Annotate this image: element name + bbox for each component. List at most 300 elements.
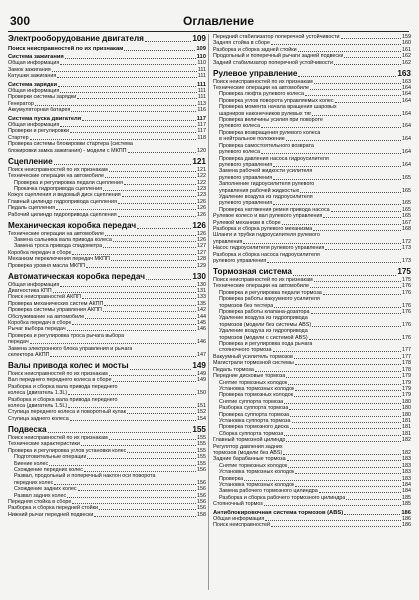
toc-leader-dots bbox=[82, 298, 196, 299]
column-divider bbox=[208, 34, 209, 590]
toc-entry-title: Разборка и сборка рабочего тормозного цилиндра bbox=[219, 494, 346, 501]
toc-leader-dots bbox=[284, 435, 401, 436]
toc-entry-title: Удаление воздуха из гидропривода bbox=[219, 315, 308, 322]
toc-entry-page: 179 bbox=[402, 379, 411, 386]
toc-leader-dots bbox=[344, 57, 401, 58]
toc-leader-dots bbox=[72, 324, 196, 325]
toc-entry bbox=[8, 73, 206, 79]
toc-entry-title: Главный тормозной цилиндр bbox=[213, 437, 286, 444]
toc-leader-dots bbox=[341, 38, 402, 39]
toc-entry-page: 182 bbox=[402, 449, 411, 456]
toc-entry bbox=[213, 60, 411, 66]
toc-entry-title: Общая информация bbox=[8, 88, 60, 95]
toc-entry-title: Кожух сцепления и ведомый диск сцепления bbox=[8, 192, 121, 199]
toc-leader-dots bbox=[35, 105, 197, 106]
toc-entry-title: тормозов (модели без системы ABS) bbox=[219, 321, 312, 328]
toc-entry bbox=[8, 416, 206, 422]
toc-entry-title: Схождение задних колес bbox=[14, 486, 77, 493]
toc-entry-page: 186 bbox=[402, 516, 411, 523]
toc-entry-page: 184 bbox=[402, 482, 411, 488]
toc-leader-dots bbox=[99, 509, 196, 510]
toc-entry-title: Замена рабочего тормозного цилиндра bbox=[219, 488, 318, 495]
toc-entry-page: 181 bbox=[402, 417, 411, 424]
toc-entry-title: Проверка самостоятельного возврата bbox=[219, 142, 314, 149]
toc-entry-title: Разборка и сборка насоса гидроусилителя bbox=[213, 251, 320, 258]
toc-entry-page: 162 bbox=[402, 53, 411, 60]
toc-entry-title: Магистрали тормозной системы bbox=[213, 360, 294, 367]
toc-entry-page: 179 bbox=[402, 392, 411, 399]
toc-leader-dots bbox=[146, 279, 191, 280]
toc-entry-page: 156 bbox=[197, 505, 206, 512]
toc-leader-dots bbox=[292, 422, 401, 423]
toc-entry-page: 162 bbox=[402, 59, 411, 66]
toc-entry-title: Рулевое колесо и вал рулевого управления bbox=[213, 213, 323, 220]
toc-entry-title: Тормозная система bbox=[213, 267, 292, 277]
toc-entry-page: 146 bbox=[197, 326, 206, 333]
toc-entry-title: Проверка системы блокировки стартера (система bbox=[8, 141, 133, 148]
toc-leader-dots bbox=[312, 115, 401, 116]
toc-leader-dots bbox=[54, 164, 192, 165]
toc-leader-dots bbox=[314, 83, 401, 84]
toc-section-heading bbox=[8, 361, 206, 371]
toc-leader-dots bbox=[67, 497, 196, 498]
toc-leader-dots bbox=[30, 343, 196, 344]
toc-leader-dots bbox=[261, 127, 401, 128]
toc-leader-dots bbox=[286, 140, 401, 141]
toc-entry-page: 156 bbox=[197, 492, 206, 499]
toc-leader-dots bbox=[264, 505, 401, 506]
toc-entry-page: 185 bbox=[402, 494, 411, 501]
toc-entry bbox=[8, 352, 206, 358]
toc-entry-page: 180 bbox=[402, 398, 411, 405]
toc-entry-title: Проверки системы зарядки bbox=[8, 94, 77, 101]
toc-entry-title: Установка тормозных колодок bbox=[219, 482, 295, 488]
toc-leader-dots bbox=[60, 92, 197, 93]
toc-entry-page: 154 bbox=[197, 415, 206, 422]
toc-leader-dots bbox=[57, 77, 197, 78]
toc-entry-title: Антиблокировочная система тормозов (ABS) bbox=[213, 509, 344, 516]
toc-leader-dots bbox=[244, 480, 401, 481]
toc-entry-title: Шланги и трубки гидроусилителя рулевого bbox=[213, 232, 320, 239]
toc-entry-title: Ступица переднего колеса и поворотный кулак bbox=[8, 409, 126, 416]
toc-leader-dots bbox=[286, 377, 401, 378]
toc-leader-dots bbox=[54, 484, 196, 485]
toc-entry bbox=[8, 148, 206, 154]
toc-entry-page: 111 bbox=[197, 73, 206, 80]
toc-entry-page: 131 bbox=[197, 287, 206, 294]
toc-entry-title: Коробка передач в сборе bbox=[8, 249, 72, 256]
toc-leader-dots bbox=[68, 407, 196, 408]
toc-entry-title: Проверка тормозного диска bbox=[219, 424, 289, 431]
toc-entry-page: 179 bbox=[402, 385, 411, 392]
toc-entry-page: 165 bbox=[402, 187, 411, 194]
toc-leader-dots bbox=[312, 326, 401, 327]
page-title: Оглавление bbox=[183, 14, 254, 28]
toc-entry-page: 127 bbox=[197, 243, 206, 250]
toc-entry-title: Поиск неисправностей по их признакам bbox=[213, 78, 313, 85]
toc-entry-title: рулевого управления bbox=[219, 200, 273, 207]
toc-entry-page: 121 bbox=[197, 166, 206, 173]
toc-entry-title: рулевого колеса bbox=[219, 149, 260, 156]
toc-entry-title: Катушки зажигания bbox=[8, 73, 57, 80]
toc-leader-dots bbox=[295, 486, 401, 487]
toc-entry-title: Проверка суппорта тормоза bbox=[219, 411, 290, 418]
toc-section-heading bbox=[8, 425, 206, 435]
toc-entry-title: Проверка возвращения рулевого колеса bbox=[219, 129, 321, 136]
toc-entry-title: Автоматическая коробка передач bbox=[8, 271, 145, 281]
toc-section-heading bbox=[8, 221, 206, 231]
toc-leader-dots bbox=[84, 471, 196, 472]
toc-entry-page: 151 bbox=[197, 403, 206, 410]
toc-entry-page: 149 bbox=[197, 377, 206, 384]
toc-entry-page: 142 bbox=[197, 307, 206, 314]
toc-leader-dots bbox=[271, 526, 401, 527]
toc-leader-dots bbox=[71, 111, 196, 112]
toc-entry-title: Снятие тормозных колодок bbox=[219, 462, 288, 469]
toc-entry-page: 156 bbox=[197, 479, 206, 486]
toc-leader-dots bbox=[293, 275, 396, 276]
toc-leader-dots bbox=[294, 396, 401, 397]
toc-entry-title: Проверка и регулировка педали тормоза bbox=[219, 289, 322, 296]
toc-entry-title: Проверки и регулировки bbox=[8, 128, 69, 135]
toc-entry-page: 178 bbox=[402, 366, 411, 373]
toc-leader-dots bbox=[267, 262, 401, 263]
toc-leader-dots bbox=[113, 381, 196, 382]
toc-section-heading bbox=[8, 34, 206, 44]
toc-leader-dots bbox=[273, 166, 401, 167]
toc-leader-dots bbox=[273, 204, 401, 205]
toc-entry bbox=[213, 501, 411, 507]
toc-entry-page: 186 bbox=[402, 522, 411, 529]
toc-entry-title: Задний стабилизатор поперечной устойчивости bbox=[213, 59, 333, 66]
toc-leader-dots bbox=[298, 76, 396, 77]
toc-entry-title: Проверка тормозных колодок bbox=[219, 392, 294, 399]
toc-entry-title: колеса (двигатель 1.5L) bbox=[8, 403, 68, 410]
toc-leader-dots bbox=[103, 190, 196, 191]
toc-leader-dots bbox=[287, 460, 401, 461]
toc-entry-page: 175 bbox=[402, 277, 411, 283]
toc-leader-dots bbox=[288, 384, 401, 385]
toc-entry-title: Прокачка гидропривода сцепления bbox=[14, 185, 103, 192]
toc-leader-dots bbox=[30, 139, 197, 140]
toc-entry-title: Поиск неисправностей по их признакам bbox=[8, 434, 108, 441]
toc-entry-page: 164 bbox=[402, 85, 411, 92]
toc-entry-title: Рабочий цилиндр гидропривода сцепления bbox=[8, 211, 117, 218]
toc-entry-title: Разборка и сборка рулевого механизма bbox=[213, 225, 313, 232]
toc-entry-title: Проверка величины усилия при повороте bbox=[219, 117, 323, 124]
toc-leader-dots bbox=[68, 394, 196, 395]
header-rule bbox=[8, 31, 409, 32]
toc-entry-title: блокировки замка зажигания) - модели с МКПП bbox=[8, 147, 127, 154]
toc-entry-page: 155 bbox=[197, 460, 206, 467]
toc-leader-dots bbox=[314, 281, 401, 282]
toc-leader-dots bbox=[103, 311, 196, 312]
toc-leader-dots bbox=[127, 413, 196, 414]
toc-section-heading bbox=[8, 46, 206, 52]
toc-entry-title: Сборка суппорта тормоза bbox=[219, 430, 284, 437]
toc-entry-page: 163 bbox=[402, 78, 411, 85]
toc-leader-dots bbox=[310, 287, 401, 288]
toc-leader-dots bbox=[118, 216, 196, 217]
toc-entry-page: 127 bbox=[197, 249, 206, 256]
toc-entry-page: 111 bbox=[197, 66, 206, 73]
toc-entry-title: Разборка и сборка передней стойки bbox=[8, 505, 98, 512]
toc-leader-dots bbox=[305, 95, 401, 96]
toc-entry-page: 176 bbox=[402, 334, 411, 341]
toc-entry-page: 155 bbox=[197, 447, 206, 454]
toc-leader-dots bbox=[137, 228, 191, 229]
toc-leader-dots bbox=[48, 432, 192, 433]
toc-entry-page: 116 bbox=[197, 107, 206, 114]
toc-entry-page: 122 bbox=[197, 179, 206, 186]
toc-leader-dots bbox=[72, 503, 196, 504]
toc-entry-title: Поиск неисправностей АКПП bbox=[8, 294, 81, 301]
toc-entry-page: 176 bbox=[402, 309, 411, 316]
toc-entry-page: 184 bbox=[402, 488, 411, 495]
toc-entry-page: 118 bbox=[197, 134, 206, 141]
toc-entry-title: Насос гидроусилителя рулевого управления bbox=[213, 245, 325, 252]
toc-leader-dots bbox=[53, 292, 196, 293]
toc-leader-dots bbox=[325, 249, 401, 250]
toc-entry-page: 164 bbox=[402, 110, 411, 117]
toc-entry-page: 173 bbox=[402, 258, 411, 264]
toc-section-heading bbox=[8, 157, 206, 167]
toc-leader-dots bbox=[122, 196, 196, 197]
toc-entry-title: Проверка и регулировка углов установки колес bbox=[8, 447, 127, 454]
toc-entry-title: Биение колес bbox=[14, 460, 49, 467]
toc-entry bbox=[213, 258, 411, 264]
toc-leader-dots bbox=[105, 235, 196, 236]
toc-entry-page: 178 bbox=[402, 360, 411, 367]
toc-entry-page: 123 bbox=[197, 192, 206, 199]
toc-entry-title: Проверка и регулировка хода рычага bbox=[219, 341, 313, 348]
toc-entry-page: 168 bbox=[402, 225, 411, 232]
toc-entry-title: Механизм переключения передач МКПП bbox=[8, 256, 110, 263]
toc-entry-page: 144 bbox=[197, 313, 206, 320]
toc-entry-title: Нижний рычаг передней подвески bbox=[8, 511, 94, 518]
toc-column-right bbox=[213, 34, 411, 529]
toc-entry-title: Система зарядки bbox=[8, 81, 58, 88]
toc-entry-title: Сцепление bbox=[8, 157, 53, 167]
toc-entry-title: Обслуживание на автомобиле bbox=[8, 313, 85, 320]
toc-entry-page: 181 bbox=[402, 424, 411, 431]
toc-leader-dots bbox=[261, 153, 401, 154]
toc-entry-page: 155 bbox=[197, 454, 206, 461]
toc-entry-page: 113 bbox=[197, 100, 206, 107]
toc-leader-dots bbox=[145, 41, 191, 42]
toc-leader-dots bbox=[85, 318, 196, 319]
toc-entry-title: Рулевой механизм в сборе bbox=[213, 219, 281, 226]
toc-leader-dots bbox=[65, 58, 196, 59]
toc-entry-title: Передние дисковые тормоза bbox=[213, 373, 286, 380]
toc-entry-page: 146 bbox=[197, 339, 206, 346]
toc-entry-title: Передний стабилизатор поперечной устойчивости bbox=[213, 34, 340, 40]
toc-entry-title: Задние барабанные тормоза bbox=[213, 456, 286, 463]
toc-leader-dots bbox=[310, 89, 401, 90]
toc-leader-dots bbox=[118, 203, 196, 204]
toc-entry-title: Система пуска двигателя bbox=[8, 115, 82, 122]
toc-entry-page: 165 bbox=[402, 174, 411, 181]
toc-entry-title: стояночного тормоза bbox=[219, 347, 272, 354]
toc-leader-dots bbox=[298, 51, 401, 52]
toc-entry-title: Разборка и сборка вала привода переднего bbox=[8, 383, 118, 390]
toc-entry-page: 177 bbox=[402, 353, 411, 360]
toc-entry-title: Вал переднего переднего колеса в сборе bbox=[8, 377, 112, 384]
toc-entry-title: Схождение передних колес bbox=[14, 466, 83, 473]
toc-entry-page: 121 bbox=[192, 157, 206, 167]
toc-entry-title: селектора АКПП bbox=[8, 352, 50, 359]
toc-leader-dots bbox=[289, 409, 401, 410]
toc-entry-page: 167 bbox=[402, 219, 411, 226]
toc-entry bbox=[213, 522, 411, 528]
toc-entry-page: 155 bbox=[192, 425, 206, 435]
toc-entry-title: Замена электронного блока управления и рычага bbox=[8, 345, 133, 352]
toc-column-left bbox=[8, 34, 206, 518]
toc-entry-title: тормозов (модели с системой ABS) bbox=[219, 334, 308, 341]
toc-entry-title: Проверка давления насоса гидроусилителя bbox=[219, 155, 329, 162]
toc-leader-dots bbox=[295, 390, 401, 391]
page-header bbox=[0, 14, 419, 34]
toc-entry-title: Снятие тормозных колодок bbox=[219, 379, 288, 386]
toc-leader-dots bbox=[294, 358, 401, 359]
toc-entry-page: 163 bbox=[397, 69, 411, 79]
toc-entry-title: Проверка и регулировка троса рычага выбора bbox=[8, 332, 125, 339]
toc-leader-dots bbox=[128, 152, 197, 153]
toc-leader-dots bbox=[335, 102, 401, 103]
toc-leader-dots bbox=[273, 179, 401, 180]
toc-leader-dots bbox=[81, 445, 196, 446]
toc-entry-title: Удаление воздуха из гидроусилителя bbox=[219, 193, 313, 200]
toc-leader-dots bbox=[70, 132, 196, 133]
toc-entry-page: 183 bbox=[402, 462, 411, 469]
toc-entry bbox=[8, 512, 206, 518]
toc-section-heading bbox=[8, 272, 206, 282]
toc-entry-page: 117 bbox=[197, 128, 206, 135]
toc-entry-title: Продольный и поперечный рычаги задней подвески bbox=[213, 53, 344, 60]
toc-entry bbox=[8, 263, 206, 269]
toc-leader-dots bbox=[273, 351, 401, 352]
toc-entry-page: 155 bbox=[197, 434, 206, 441]
toc-entry-page: 155 bbox=[197, 441, 206, 448]
toc-entry-title: Ступица заднего колеса bbox=[8, 415, 69, 422]
toc-entry-page: 164 bbox=[402, 136, 411, 143]
toc-entry-page: 177 bbox=[402, 347, 411, 354]
toc-entry-title: Удаление воздуха из гидропривода bbox=[219, 328, 308, 335]
toc-leader-dots bbox=[331, 211, 401, 212]
toc-leader-dots bbox=[111, 260, 196, 261]
toc-entry-page: 161 bbox=[402, 46, 411, 53]
toc-leader-dots bbox=[300, 192, 401, 193]
toc-leader-dots bbox=[271, 44, 401, 45]
toc-entry-page: 180 bbox=[402, 411, 411, 418]
toc-entry-title: Механическая коробка передач bbox=[8, 220, 137, 230]
toc-leader-dots bbox=[286, 441, 401, 442]
toc-entry-page: 126 bbox=[197, 236, 206, 243]
toc-entry-title: Регулятор давления задних bbox=[213, 443, 283, 450]
toc-leader-dots bbox=[124, 184, 196, 185]
toc-entry-page: 149 bbox=[192, 361, 206, 371]
toc-entry-title: Проверка углов поворота управляемых колес bbox=[219, 97, 334, 104]
toc-entry bbox=[8, 107, 206, 113]
toc-leader-dots bbox=[109, 171, 196, 172]
toc-entry-title: Технические операции на автомобиле bbox=[8, 173, 105, 180]
toc-entry-title: рулевого колеса bbox=[219, 123, 260, 130]
toc-entry-title: тормозов (модели без ABS) bbox=[213, 449, 283, 456]
toc-leader-dots bbox=[127, 452, 196, 453]
toc-entry-title: Главный цилиндр гидропривода сцепления bbox=[8, 198, 117, 205]
toc-entry-page: 109 bbox=[192, 34, 206, 43]
toc-entry-page: 175 bbox=[397, 267, 411, 277]
toc-entry-title: Замена троса привода спидометра bbox=[14, 243, 103, 250]
toc-entry-page: 186 bbox=[401, 509, 411, 516]
toc-leader-dots bbox=[295, 364, 401, 365]
toc-entry-title: Рулевое управление bbox=[213, 69, 298, 79]
toc-entry-page: 135 bbox=[197, 300, 206, 307]
toc-entry-title: Стояночный тормоз bbox=[213, 501, 263, 508]
toc-entry-title: Проверка работы вакуумного усилителя bbox=[219, 296, 320, 303]
toc-entry-page: 164 bbox=[402, 123, 411, 130]
toc-entry-page: 126 bbox=[197, 198, 206, 205]
toc-entry-page: 126 bbox=[197, 211, 206, 218]
toc-entry-title: рулевого управления bbox=[213, 258, 267, 264]
toc-entry-page: 160 bbox=[402, 40, 411, 47]
toc-entry-page: 176 bbox=[402, 321, 411, 328]
toc-leader-dots bbox=[284, 403, 401, 404]
toc-entry-page: 122 bbox=[197, 173, 206, 180]
toc-entry-title: Проверка механических систем АКПП bbox=[8, 300, 104, 307]
toc-entry-title: рулевого управления bbox=[219, 174, 273, 181]
toc-entry-page: 130 bbox=[192, 271, 206, 281]
toc-entry-title: Поиск неисправностей по их признакам bbox=[213, 277, 313, 283]
toc-leader-dots bbox=[56, 209, 196, 210]
toc-leader-dots bbox=[77, 98, 197, 99]
toc-entry-page: 130 bbox=[197, 281, 206, 288]
page-number: 300 bbox=[10, 14, 31, 28]
toc-entry bbox=[8, 212, 206, 218]
toc-leader-dots bbox=[87, 458, 196, 459]
toc-entry-title: Технические операции на автомобиле bbox=[213, 85, 310, 92]
toc-entry-page: 129 bbox=[197, 262, 206, 269]
toc-leader-dots bbox=[58, 86, 196, 87]
toc-entry-title: Поиск неисправностей по их признакам bbox=[8, 166, 108, 173]
toc-leader-dots bbox=[67, 330, 196, 331]
toc-leader-dots bbox=[94, 516, 196, 517]
toc-entry-page: 176 bbox=[402, 289, 411, 296]
toc-entry-page: 159 bbox=[402, 34, 411, 40]
toc-entry-title: Коробка передач в сборе bbox=[8, 320, 72, 326]
toc-entry-title: Аккумуляторная батарея bbox=[8, 107, 71, 114]
toc-leader-dots bbox=[49, 465, 196, 466]
toc-entry-title: Рычаг выбора передач bbox=[8, 326, 66, 333]
toc-entry-page: 149 bbox=[197, 371, 206, 378]
toc-leader-dots bbox=[72, 254, 196, 255]
toc-leader-dots bbox=[50, 356, 196, 357]
toc-entry-title: Проверка люфта рулевого колеса bbox=[219, 91, 304, 98]
toc-entry-title: Проверка системы управления АКПП bbox=[8, 307, 102, 314]
toc-section-heading bbox=[213, 267, 411, 277]
toc-entry-page: 145 bbox=[197, 320, 206, 326]
toc-leader-dots bbox=[109, 375, 196, 376]
toc-entry-title: Подвеска bbox=[8, 425, 47, 435]
toc-entry-page: 117 bbox=[196, 115, 206, 122]
toc-entry-title: Установка тормозных колодок bbox=[219, 385, 295, 392]
toc-entry-title: Технические характеристики bbox=[8, 441, 80, 448]
toc-leader-dots bbox=[60, 126, 196, 127]
toc-entry-title: Вакуумный усилитель тормозов bbox=[213, 353, 293, 360]
toc-entry-title: Педаль сцепления bbox=[8, 205, 56, 212]
toc-leader-dots bbox=[109, 439, 196, 440]
toc-leader-dots bbox=[313, 230, 401, 231]
